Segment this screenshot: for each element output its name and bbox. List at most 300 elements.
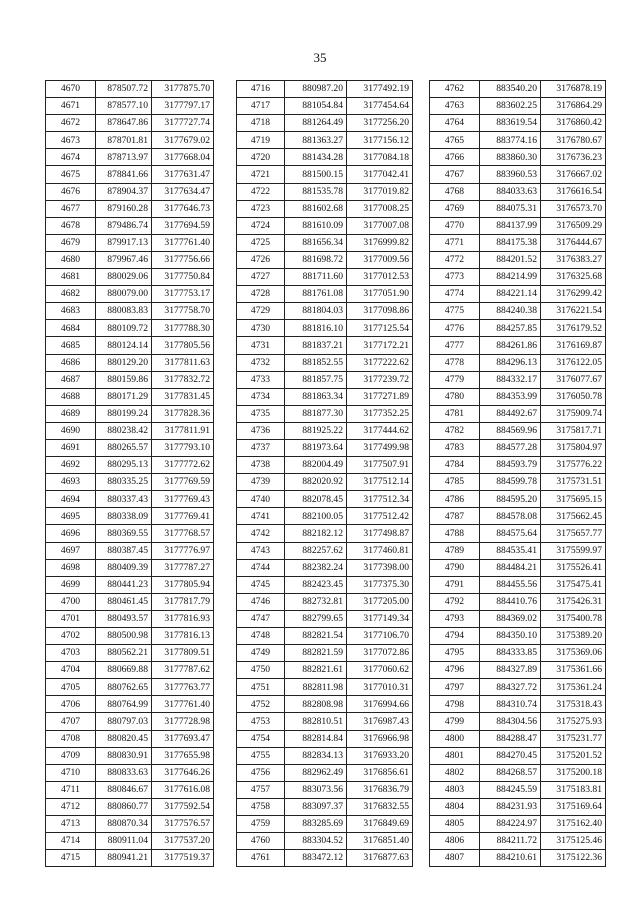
table-row xyxy=(430,781,606,798)
y-coordinate-cell: 3175731.51 xyxy=(541,474,606,491)
x-coordinate-cell: 884535.41 xyxy=(480,542,541,559)
table-row xyxy=(46,850,214,867)
table-row xyxy=(237,559,413,576)
table-row xyxy=(237,525,413,542)
point-id-cell: 4762 xyxy=(430,81,480,98)
point-id-cell: 4730 xyxy=(237,320,285,337)
y-coordinate-cell: 3175657.77 xyxy=(541,525,606,542)
x-coordinate-cell: 882423.45 xyxy=(285,576,347,593)
table-row xyxy=(237,388,413,405)
y-coordinate-cell: 3177010.31 xyxy=(347,679,413,696)
y-coordinate-cell: 3177797.17 xyxy=(152,98,214,115)
y-coordinate-cell: 3177694.59 xyxy=(152,217,214,234)
x-coordinate-cell: 882962.49 xyxy=(285,764,347,781)
table-row xyxy=(430,576,606,593)
y-coordinate-cell: 3177375.30 xyxy=(347,576,413,593)
y-coordinate-cell: 3177832.72 xyxy=(152,371,214,388)
table-row xyxy=(430,593,606,610)
table-row xyxy=(237,645,413,662)
table-row xyxy=(237,593,413,610)
table-row xyxy=(237,337,413,354)
x-coordinate-cell: 880461.45 xyxy=(96,593,152,610)
x-coordinate-cell: 880171.29 xyxy=(96,388,152,405)
x-coordinate-cell: 878507.72 xyxy=(96,81,152,98)
x-coordinate-cell: 880846.67 xyxy=(96,781,152,798)
point-id-cell: 4735 xyxy=(237,405,285,422)
y-coordinate-cell: 3176383.27 xyxy=(541,251,606,268)
x-coordinate-cell: 880079.00 xyxy=(96,286,152,303)
table-row xyxy=(237,286,413,303)
y-coordinate-cell: 3177125.54 xyxy=(347,320,413,337)
table-row xyxy=(46,628,214,645)
table-row xyxy=(430,491,606,508)
table-row xyxy=(430,730,606,747)
point-id-cell: 4699 xyxy=(46,576,96,593)
y-coordinate-cell: 3176851.40 xyxy=(347,833,413,850)
point-id-cell: 4728 xyxy=(237,286,285,303)
table-row xyxy=(46,439,214,456)
y-coordinate-cell: 3177519.37 xyxy=(152,850,214,867)
table-row xyxy=(46,491,214,508)
y-coordinate-cell: 3175122.36 xyxy=(541,850,606,867)
table-row xyxy=(46,422,214,439)
point-id-cell: 4767 xyxy=(430,166,480,183)
table-row xyxy=(46,730,214,747)
table-row xyxy=(46,576,214,593)
point-id-cell: 4748 xyxy=(237,628,285,645)
x-coordinate-cell: 882182.12 xyxy=(285,525,347,542)
point-id-cell: 4761 xyxy=(237,850,285,867)
y-coordinate-cell: 3175426.31 xyxy=(541,593,606,610)
table-row xyxy=(46,354,214,371)
y-coordinate-cell: 3177763.77 xyxy=(152,679,214,696)
x-coordinate-cell: 880911.04 xyxy=(96,833,152,850)
table-row xyxy=(430,234,606,251)
x-coordinate-cell: 884492.67 xyxy=(480,405,541,422)
x-coordinate-cell: 880338.09 xyxy=(96,508,152,525)
table-row xyxy=(46,320,214,337)
point-id-cell: 4787 xyxy=(430,508,480,525)
point-id-cell: 4775 xyxy=(430,303,480,320)
x-coordinate-cell: 878841.66 xyxy=(96,166,152,183)
x-coordinate-cell: 880562.21 xyxy=(96,645,152,662)
point-id-cell: 4721 xyxy=(237,166,285,183)
x-coordinate-cell: 880159.86 xyxy=(96,371,152,388)
point-id-cell: 4676 xyxy=(46,183,96,200)
table-row xyxy=(430,508,606,525)
x-coordinate-cell: 881852.55 xyxy=(285,354,347,371)
x-coordinate-cell: 884270.45 xyxy=(480,747,541,764)
table-row xyxy=(430,286,606,303)
x-coordinate-cell: 884410.76 xyxy=(480,593,541,610)
table-row xyxy=(430,81,606,98)
y-coordinate-cell: 3177831.45 xyxy=(152,388,214,405)
x-coordinate-cell: 880295.13 xyxy=(96,457,152,474)
x-coordinate-cell: 884593.79 xyxy=(480,457,541,474)
point-id-cell: 4764 xyxy=(430,115,480,132)
y-coordinate-cell: 3177512.42 xyxy=(347,508,413,525)
x-coordinate-cell: 884296.13 xyxy=(480,354,541,371)
x-coordinate-cell: 880369.55 xyxy=(96,525,152,542)
point-id-cell: 4690 xyxy=(46,422,96,439)
table-row xyxy=(430,98,606,115)
y-coordinate-cell: 3177009.56 xyxy=(347,251,413,268)
x-coordinate-cell: 879486.74 xyxy=(96,217,152,234)
table-row xyxy=(430,371,606,388)
y-coordinate-cell: 3177492.19 xyxy=(347,81,413,98)
y-coordinate-cell: 3175369.06 xyxy=(541,645,606,662)
y-coordinate-cell: 3177634.47 xyxy=(152,183,214,200)
table-row xyxy=(46,166,214,183)
x-coordinate-cell: 884231.93 xyxy=(480,798,541,815)
y-coordinate-cell: 3177728.98 xyxy=(152,713,214,730)
point-id-cell: 4731 xyxy=(237,337,285,354)
y-coordinate-cell: 3177787.62 xyxy=(152,662,214,679)
table-row xyxy=(237,303,413,320)
x-coordinate-cell: 880987.20 xyxy=(285,81,347,98)
y-coordinate-cell: 3177592.54 xyxy=(152,798,214,815)
table-row xyxy=(430,457,606,474)
x-coordinate-cell: 880238.42 xyxy=(96,422,152,439)
y-coordinate-cell: 3176573.70 xyxy=(541,200,606,217)
table-row xyxy=(237,576,413,593)
table-row xyxy=(237,98,413,115)
table-row xyxy=(430,115,606,132)
x-coordinate-cell: 881925.22 xyxy=(285,422,347,439)
table-row xyxy=(46,508,214,525)
point-id-cell: 4674 xyxy=(46,149,96,166)
point-id-cell: 4792 xyxy=(430,593,480,610)
table-row xyxy=(46,559,214,576)
y-coordinate-cell: 3177512.14 xyxy=(347,474,413,491)
y-coordinate-cell: 3176122.05 xyxy=(541,354,606,371)
x-coordinate-cell: 884224.97 xyxy=(480,816,541,833)
point-id-cell: 4671 xyxy=(46,98,96,115)
point-id-cell: 4769 xyxy=(430,200,480,217)
table-row xyxy=(237,508,413,525)
x-coordinate-cell: 884033.63 xyxy=(480,183,541,200)
point-id-cell: 4788 xyxy=(430,525,480,542)
y-coordinate-cell: 3177769.59 xyxy=(152,474,214,491)
point-id-cell: 4717 xyxy=(237,98,285,115)
x-coordinate-cell: 884484.21 xyxy=(480,559,541,576)
table-row xyxy=(237,542,413,559)
point-id-cell: 4698 xyxy=(46,559,96,576)
y-coordinate-cell: 3176444.67 xyxy=(541,234,606,251)
table-row xyxy=(430,816,606,833)
x-coordinate-cell: 880335.25 xyxy=(96,474,152,491)
table-row xyxy=(430,559,606,576)
y-coordinate-cell: 3177769.41 xyxy=(152,508,214,525)
point-id-cell: 4706 xyxy=(46,696,96,713)
point-id-cell: 4753 xyxy=(237,713,285,730)
x-coordinate-cell: 880493.57 xyxy=(96,610,152,627)
point-id-cell: 4770 xyxy=(430,217,480,234)
point-id-cell: 4705 xyxy=(46,679,96,696)
y-coordinate-cell: 3177460.81 xyxy=(347,542,413,559)
point-id-cell: 4737 xyxy=(237,439,285,456)
point-id-cell: 4781 xyxy=(430,405,480,422)
point-id-cell: 4689 xyxy=(46,405,96,422)
y-coordinate-cell: 3177008.25 xyxy=(347,200,413,217)
point-id-cell: 4720 xyxy=(237,149,285,166)
y-coordinate-cell: 3176780.67 xyxy=(541,132,606,149)
table-row xyxy=(237,81,413,98)
table-row xyxy=(430,405,606,422)
x-coordinate-cell: 882814.84 xyxy=(285,730,347,747)
x-coordinate-cell: 880124.14 xyxy=(96,337,152,354)
table-row xyxy=(237,747,413,764)
table-row xyxy=(46,81,214,98)
point-id-cell: 4780 xyxy=(430,388,480,405)
table-row xyxy=(430,610,606,627)
point-id-cell: 4763 xyxy=(430,98,480,115)
table-row xyxy=(237,798,413,815)
y-coordinate-cell: 3177693.47 xyxy=(152,730,214,747)
y-coordinate-cell: 3177668.04 xyxy=(152,149,214,166)
point-id-cell: 4771 xyxy=(430,234,480,251)
point-id-cell: 4773 xyxy=(430,269,480,286)
y-coordinate-cell: 3177106.70 xyxy=(347,628,413,645)
point-id-cell: 4681 xyxy=(46,269,96,286)
x-coordinate-cell: 883960.53 xyxy=(480,166,541,183)
x-coordinate-cell: 884575.64 xyxy=(480,525,541,542)
table-row xyxy=(430,696,606,713)
point-id-cell: 4701 xyxy=(46,610,96,627)
x-coordinate-cell: 879917.13 xyxy=(96,234,152,251)
point-id-cell: 4702 xyxy=(46,628,96,645)
point-id-cell: 4757 xyxy=(237,781,285,798)
x-coordinate-cell: 880797.03 xyxy=(96,713,152,730)
x-coordinate-cell: 884075.31 xyxy=(480,200,541,217)
y-coordinate-cell: 3176616.54 xyxy=(541,183,606,200)
point-id-cell: 4741 xyxy=(237,508,285,525)
y-coordinate-cell: 3177222.62 xyxy=(347,354,413,371)
y-coordinate-cell: 3175125.46 xyxy=(541,833,606,850)
y-coordinate-cell: 3177205.00 xyxy=(347,593,413,610)
y-coordinate-cell: 3177537.20 xyxy=(152,833,214,850)
y-coordinate-cell: 3176836.79 xyxy=(347,781,413,798)
x-coordinate-cell: 884310.74 xyxy=(480,696,541,713)
table-row xyxy=(46,234,214,251)
y-coordinate-cell: 3177772.62 xyxy=(152,457,214,474)
x-coordinate-cell: 882799.65 xyxy=(285,610,347,627)
table-row xyxy=(430,149,606,166)
y-coordinate-cell: 3177042.41 xyxy=(347,166,413,183)
point-id-cell: 4783 xyxy=(430,439,480,456)
y-coordinate-cell: 3176325.68 xyxy=(541,269,606,286)
table-row xyxy=(430,525,606,542)
x-coordinate-cell: 880830.91 xyxy=(96,747,152,764)
table-row xyxy=(430,337,606,354)
y-coordinate-cell: 3176736.23 xyxy=(541,149,606,166)
x-coordinate-cell: 884245.59 xyxy=(480,781,541,798)
y-coordinate-cell: 3177051.90 xyxy=(347,286,413,303)
y-coordinate-cell: 3175909.74 xyxy=(541,405,606,422)
y-coordinate-cell: 3177444.62 xyxy=(347,422,413,439)
table-row xyxy=(430,166,606,183)
table-row xyxy=(430,269,606,286)
y-coordinate-cell: 3177239.72 xyxy=(347,371,413,388)
point-id-cell: 4800 xyxy=(430,730,480,747)
table-row xyxy=(430,628,606,645)
y-coordinate-cell: 3175695.15 xyxy=(541,491,606,508)
y-coordinate-cell: 3176864.29 xyxy=(541,98,606,115)
y-coordinate-cell: 3175475.41 xyxy=(541,576,606,593)
table-row xyxy=(237,662,413,679)
x-coordinate-cell: 881610.09 xyxy=(285,217,347,234)
y-coordinate-cell: 3177007.08 xyxy=(347,217,413,234)
table-row xyxy=(237,474,413,491)
x-coordinate-cell: 882808.98 xyxy=(285,696,347,713)
y-coordinate-cell: 3177172.21 xyxy=(347,337,413,354)
table-row xyxy=(237,320,413,337)
point-id-cell: 4670 xyxy=(46,81,96,98)
x-coordinate-cell: 884327.89 xyxy=(480,662,541,679)
table-row xyxy=(430,354,606,371)
x-coordinate-cell: 881656.34 xyxy=(285,234,347,251)
table-row xyxy=(237,149,413,166)
y-coordinate-cell: 3177753.17 xyxy=(152,286,214,303)
x-coordinate-cell: 880199.24 xyxy=(96,405,152,422)
y-coordinate-cell: 3177809.51 xyxy=(152,645,214,662)
y-coordinate-cell: 3177727.74 xyxy=(152,115,214,132)
table-row xyxy=(237,132,413,149)
y-coordinate-cell: 3175275.93 xyxy=(541,713,606,730)
y-coordinate-cell: 3177098.86 xyxy=(347,303,413,320)
y-coordinate-cell: 3177616.08 xyxy=(152,781,214,798)
table-row xyxy=(430,679,606,696)
point-id-cell: 4686 xyxy=(46,354,96,371)
x-coordinate-cell: 880409.39 xyxy=(96,559,152,576)
point-id-cell: 4801 xyxy=(430,747,480,764)
point-id-cell: 4727 xyxy=(237,269,285,286)
point-id-cell: 4765 xyxy=(430,132,480,149)
point-id-cell: 4740 xyxy=(237,491,285,508)
y-coordinate-cell: 3177761.40 xyxy=(152,234,214,251)
x-coordinate-cell: 880860.77 xyxy=(96,798,152,815)
point-id-cell: 4796 xyxy=(430,662,480,679)
x-coordinate-cell: 881857.75 xyxy=(285,371,347,388)
y-coordinate-cell: 3176077.67 xyxy=(541,371,606,388)
x-coordinate-cell: 881434.28 xyxy=(285,149,347,166)
table-row xyxy=(237,183,413,200)
point-id-cell: 4718 xyxy=(237,115,285,132)
point-id-cell: 4715 xyxy=(46,850,96,867)
table-row xyxy=(46,183,214,200)
point-id-cell: 4732 xyxy=(237,354,285,371)
x-coordinate-cell: 881863.34 xyxy=(285,388,347,405)
table-row xyxy=(46,679,214,696)
point-id-cell: 4750 xyxy=(237,662,285,679)
table-row xyxy=(46,371,214,388)
point-id-cell: 4685 xyxy=(46,337,96,354)
y-coordinate-cell: 3177761.40 xyxy=(152,696,214,713)
point-id-cell: 4795 xyxy=(430,645,480,662)
y-coordinate-cell: 3175361.24 xyxy=(541,679,606,696)
table-row xyxy=(237,251,413,268)
point-id-cell: 4755 xyxy=(237,747,285,764)
table-row xyxy=(237,234,413,251)
y-coordinate-cell: 3176050.78 xyxy=(541,388,606,405)
y-coordinate-cell: 3175526.41 xyxy=(541,559,606,576)
y-coordinate-cell: 3176667.02 xyxy=(541,166,606,183)
y-coordinate-cell: 3177576.57 xyxy=(152,816,214,833)
y-coordinate-cell: 3177655.98 xyxy=(152,747,214,764)
table-row xyxy=(237,200,413,217)
point-id-cell: 4784 xyxy=(430,457,480,474)
y-coordinate-cell: 3176994.66 xyxy=(347,696,413,713)
table-row xyxy=(237,422,413,439)
point-id-cell: 4739 xyxy=(237,474,285,491)
table-row xyxy=(430,217,606,234)
x-coordinate-cell: 883304.52 xyxy=(285,833,347,850)
x-coordinate-cell: 880083.83 xyxy=(96,303,152,320)
x-coordinate-cell: 882382.24 xyxy=(285,559,347,576)
y-coordinate-cell: 3177828.36 xyxy=(152,405,214,422)
point-id-cell: 4799 xyxy=(430,713,480,730)
coordinate-table-2 xyxy=(236,80,413,867)
x-coordinate-cell: 880941.21 xyxy=(96,850,152,867)
x-coordinate-cell: 878647.86 xyxy=(96,115,152,132)
y-coordinate-cell: 3177512.34 xyxy=(347,491,413,508)
x-coordinate-cell: 881363.27 xyxy=(285,132,347,149)
x-coordinate-cell: 884350.10 xyxy=(480,628,541,645)
y-coordinate-cell: 3177084.18 xyxy=(347,149,413,166)
table-row xyxy=(430,713,606,730)
y-coordinate-cell: 3175200.18 xyxy=(541,764,606,781)
point-id-cell: 4692 xyxy=(46,457,96,474)
x-coordinate-cell: 883619.54 xyxy=(480,115,541,132)
y-coordinate-cell: 3177788.30 xyxy=(152,320,214,337)
point-id-cell: 4682 xyxy=(46,286,96,303)
coordinate-table-1 xyxy=(45,80,214,867)
x-coordinate-cell: 883774.16 xyxy=(480,132,541,149)
table-row xyxy=(46,662,214,679)
point-id-cell: 4697 xyxy=(46,542,96,559)
x-coordinate-cell: 884578.08 xyxy=(480,508,541,525)
y-coordinate-cell: 3177817.79 xyxy=(152,593,214,610)
y-coordinate-cell: 3175231.77 xyxy=(541,730,606,747)
x-coordinate-cell: 881761.08 xyxy=(285,286,347,303)
table-row xyxy=(237,628,413,645)
y-coordinate-cell: 3177769.43 xyxy=(152,491,214,508)
y-coordinate-cell: 3177811.91 xyxy=(152,422,214,439)
x-coordinate-cell: 881264.49 xyxy=(285,115,347,132)
table-row xyxy=(46,269,214,286)
y-coordinate-cell: 3176179.52 xyxy=(541,320,606,337)
point-id-cell: 4719 xyxy=(237,132,285,149)
table-row xyxy=(46,286,214,303)
table-row xyxy=(237,696,413,713)
point-id-cell: 4711 xyxy=(46,781,96,798)
point-id-cell: 4723 xyxy=(237,200,285,217)
point-id-cell: 4790 xyxy=(430,559,480,576)
point-id-cell: 4679 xyxy=(46,234,96,251)
point-id-cell: 4793 xyxy=(430,610,480,627)
x-coordinate-cell: 881837.21 xyxy=(285,337,347,354)
point-id-cell: 4673 xyxy=(46,132,96,149)
y-coordinate-cell: 3177256.20 xyxy=(347,115,413,132)
x-coordinate-cell: 884304.56 xyxy=(480,713,541,730)
y-coordinate-cell: 3177816.13 xyxy=(152,628,214,645)
x-coordinate-cell: 878701.81 xyxy=(96,132,152,149)
x-coordinate-cell: 884569.96 xyxy=(480,422,541,439)
x-coordinate-cell: 884288.47 xyxy=(480,730,541,747)
y-coordinate-cell: 3176999.82 xyxy=(347,234,413,251)
point-id-cell: 4779 xyxy=(430,371,480,388)
y-coordinate-cell: 3175804.97 xyxy=(541,439,606,456)
